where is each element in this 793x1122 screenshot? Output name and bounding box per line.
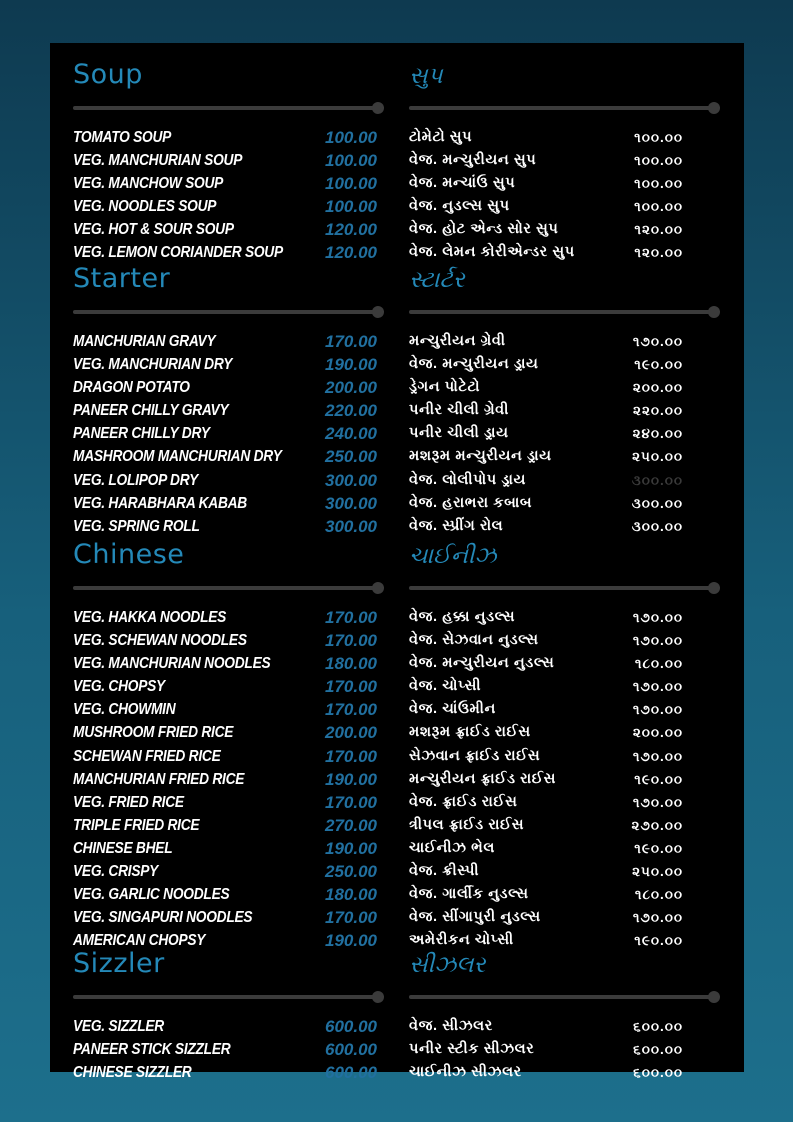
menu-item-row bbox=[73, 906, 385, 929]
item-price: 250.00 bbox=[325, 447, 377, 467]
item-name: વેજ. સીંગાપુરી નુડલ્સ bbox=[409, 909, 541, 926]
item-name: વેજ. સીઝલર bbox=[409, 1018, 493, 1034]
item-price: 600.00 bbox=[325, 1017, 377, 1036]
item-name: વેજ. નુડલ્સ સુપ bbox=[409, 198, 510, 215]
item-price: ૩૦૦.૦૦ bbox=[631, 518, 683, 534]
menu-item-row bbox=[409, 906, 721, 929]
menu-item-row bbox=[73, 1038, 385, 1061]
menu-item-row bbox=[409, 883, 721, 906]
item-price: ૬૦૦.૦૦ bbox=[633, 1042, 683, 1058]
item-name: CHINESE BHEL bbox=[73, 839, 173, 857]
menu-item-row bbox=[73, 860, 385, 883]
menu-item-row bbox=[73, 469, 385, 492]
item-name: ચાઈનીઝ ભેલ bbox=[409, 839, 495, 856]
item-list bbox=[409, 1015, 721, 1084]
item-name: VEG. CHOPSY bbox=[73, 678, 165, 696]
item-price: ૨૦૦.૦૦ bbox=[632, 380, 683, 396]
menu-item-row bbox=[409, 149, 721, 172]
section-title: Soup bbox=[73, 59, 143, 90]
item-price: 600.00 bbox=[325, 1063, 377, 1083]
menu-item-row bbox=[409, 629, 721, 652]
item-name: VEG. SCHEWAN NOODLES bbox=[73, 632, 247, 650]
item-name: TOMATO SOUP bbox=[73, 129, 172, 146]
menu-item-row bbox=[73, 126, 385, 149]
item-price: ૧૭૦.૦૦ bbox=[632, 794, 683, 810]
item-price: 170.00 bbox=[325, 631, 377, 651]
section-title: સ્ટાર્ટર bbox=[409, 266, 465, 292]
section-title: ચાઈનીઝ bbox=[409, 542, 497, 568]
item-price: 300.00 bbox=[325, 493, 377, 513]
menu-item-row bbox=[409, 837, 721, 860]
item-price: 100.00 bbox=[325, 128, 377, 147]
menu-item-row bbox=[73, 745, 385, 768]
menu-item-row bbox=[409, 1061, 721, 1084]
item-price: 190.00 bbox=[325, 931, 377, 951]
menu-item-row bbox=[73, 172, 385, 195]
menu-item-row bbox=[409, 399, 721, 422]
item-price: ૧૭૦.૦૦ bbox=[632, 610, 683, 625]
item-name: વેજ. હક્કા નુડલ્સ bbox=[409, 609, 516, 625]
item-name: VEG. GARLIC NOODLES bbox=[73, 886, 230, 904]
item-price: 100.00 bbox=[325, 197, 377, 217]
menu-item-row bbox=[409, 721, 721, 744]
item-price: ૨૦૦.૦૦ bbox=[632, 725, 683, 741]
menu-item-row bbox=[73, 330, 385, 353]
menu-item-row bbox=[409, 218, 721, 241]
menu-item-row bbox=[409, 126, 721, 149]
menu-item-row bbox=[409, 492, 721, 515]
item-list bbox=[73, 606, 385, 952]
item-price: 100.00 bbox=[325, 151, 377, 171]
menu-item-row bbox=[409, 330, 721, 353]
item-name: મશરૂમ ફ્રાઈડ રાઈસ bbox=[409, 724, 531, 741]
menu-item-row bbox=[73, 721, 385, 744]
item-name: વેજ. મન્ચુરીયન નુડલ્સ bbox=[409, 655, 555, 672]
item-name: પનીર ચીલી ડ્રાય bbox=[409, 425, 509, 442]
item-price: ૧૯૦.૦૦ bbox=[634, 357, 683, 373]
item-list bbox=[73, 1015, 385, 1084]
item-price: 200.00 bbox=[325, 378, 377, 398]
menu-item-row bbox=[73, 149, 385, 172]
item-name: VEG. MANCHURIAN DRY bbox=[73, 356, 233, 374]
item-price: ૧૨૦.૦૦ bbox=[634, 222, 683, 238]
item-name: VEG. SINGAPURI NOODLES bbox=[73, 909, 253, 927]
item-price: ૧૭૦.૦૦ bbox=[632, 633, 683, 649]
menu-item-row bbox=[73, 814, 385, 837]
item-name: TRIPLE FRIED RICE bbox=[73, 816, 200, 834]
item-name: વેજ. મન્ચાંઉ સુપ bbox=[409, 175, 516, 192]
item-price: 250.00 bbox=[325, 862, 377, 882]
item-name: VEG. HARABHARA KABAB bbox=[73, 494, 247, 512]
menu-item-row bbox=[409, 745, 721, 768]
section-divider bbox=[409, 106, 714, 110]
menu-board bbox=[50, 43, 744, 1083]
item-price: ૧૮૦.૦૦ bbox=[634, 656, 683, 672]
item-name: વેજ. ક્રીસ્પી bbox=[409, 863, 480, 880]
item-price: 240.00 bbox=[325, 424, 377, 444]
item-price: 190.00 bbox=[325, 355, 377, 375]
item-price: ૨૭૦.૦૦ bbox=[631, 817, 683, 833]
item-name: અમેરીકન ચોપ્સી bbox=[409, 932, 514, 949]
item-price: ૧૭૦.૦૦ bbox=[632, 702, 683, 718]
menu-item-row bbox=[409, 515, 721, 538]
item-price: ૧૭૦.૦૦ bbox=[632, 910, 683, 926]
menu-item-row bbox=[73, 376, 385, 399]
menu-item-row bbox=[409, 791, 721, 814]
section-title: Starter bbox=[73, 263, 171, 294]
item-name: VEG. HAKKA NOODLES bbox=[73, 609, 227, 626]
item-price: 170.00 bbox=[325, 792, 377, 812]
item-price: ૧૯૦.૦૦ bbox=[634, 771, 683, 787]
menu-item-row bbox=[409, 606, 721, 629]
item-name: VEG. CHOWMIN bbox=[73, 701, 176, 719]
section-title: સીઝલર bbox=[409, 951, 486, 977]
item-price: ૬૦૦.૦૦ bbox=[633, 1019, 683, 1034]
item-price: 170.00 bbox=[325, 700, 377, 720]
item-price: ૧૯૦.૦૦ bbox=[634, 933, 683, 949]
item-name: ચાઈનીઝ સીઝલર bbox=[409, 1064, 522, 1081]
section-divider bbox=[73, 995, 378, 999]
item-name: વેજ. લોલીપોપ ડ્રાય bbox=[409, 471, 526, 488]
item-list bbox=[73, 330, 385, 538]
item-price: ૧૦૦.૦૦ bbox=[634, 153, 683, 169]
item-price: ૧૦૦.૦૦ bbox=[634, 130, 683, 145]
menu-item-row bbox=[409, 698, 721, 721]
menu-item-row bbox=[409, 353, 721, 376]
item-price: ૩૦૦.૦૦ bbox=[631, 495, 683, 511]
item-list bbox=[409, 606, 721, 952]
item-price: 170.00 bbox=[325, 746, 377, 766]
section-title: સુપ bbox=[409, 62, 443, 88]
item-name: વેજ. લેમન કોરીએન્ડર સુપ bbox=[409, 244, 575, 261]
item-name: PANEER CHILLY GRAVY bbox=[73, 402, 229, 420]
menu-item-row bbox=[73, 445, 385, 468]
section-divider bbox=[73, 586, 378, 590]
item-price: ૧૦૦.૦૦ bbox=[634, 176, 683, 192]
item-list bbox=[73, 126, 385, 265]
menu-item-row bbox=[73, 698, 385, 721]
item-name: VEG. SPRING ROLL bbox=[73, 517, 200, 535]
item-name: વેજ. મન્ચુરીયન ડ્રાય bbox=[409, 356, 539, 373]
menu-item-row bbox=[409, 376, 721, 399]
menu-item-row bbox=[73, 791, 385, 814]
item-name: DRAGON POTATO bbox=[73, 379, 190, 397]
menu-item-row bbox=[73, 492, 385, 515]
section-divider bbox=[73, 106, 378, 110]
menu-item-row bbox=[73, 883, 385, 906]
menu-item-row bbox=[73, 399, 385, 422]
item-price: ૧૯૦.૦૦ bbox=[634, 840, 683, 856]
item-name: વેજ. હરાભરા કબાબ bbox=[409, 494, 533, 511]
item-price: 300.00 bbox=[325, 516, 377, 536]
item-name: વેજ. ચાંઉમીન bbox=[409, 701, 496, 718]
item-price: ૧૮૦.૦૦ bbox=[634, 887, 683, 903]
item-price: 220.00 bbox=[325, 401, 377, 421]
item-name: VEG. HOT & SOUR SOUP bbox=[73, 221, 234, 239]
section-title: Sizzler bbox=[73, 948, 165, 979]
item-name: VEG. CRISPY bbox=[73, 863, 159, 881]
menu-item-row bbox=[73, 629, 385, 652]
item-price: 120.00 bbox=[325, 243, 377, 263]
item-name: AMERICAN CHOPSY bbox=[73, 932, 206, 950]
item-name: સેઝવાન ફ્રાઈડ રાઈસ bbox=[409, 747, 541, 764]
item-price: ૨૨૦.૦૦ bbox=[633, 403, 683, 419]
menu-item-row bbox=[409, 814, 721, 837]
item-name: વેજ. સેઝવાન નુડલ્સ bbox=[409, 632, 539, 649]
section-divider bbox=[73, 310, 378, 314]
menu-item-row bbox=[409, 445, 721, 468]
item-price: 190.00 bbox=[325, 838, 377, 858]
menu-item-row bbox=[409, 675, 721, 698]
item-name: MUSHROOM FRIED RICE bbox=[73, 724, 234, 742]
menu-item-row bbox=[73, 837, 385, 860]
item-list bbox=[409, 126, 721, 265]
item-price: 100.00 bbox=[325, 174, 377, 194]
item-name: મન્ચુરીયન ગ્રેવી bbox=[409, 333, 506, 349]
item-price: 120.00 bbox=[325, 220, 377, 240]
menu-item-row bbox=[73, 1061, 385, 1084]
menu-item-row bbox=[409, 422, 721, 445]
section-divider bbox=[409, 995, 714, 999]
item-price: ૨૫૦.૦૦ bbox=[632, 864, 683, 880]
item-price: 300.00 bbox=[325, 470, 377, 490]
item-name: VEG. LEMON CORIANDER SOUP bbox=[73, 244, 283, 262]
item-price: 170.00 bbox=[325, 908, 377, 928]
item-name: VEG. SIZZLER bbox=[73, 1018, 164, 1035]
menu-item-row bbox=[73, 1015, 385, 1038]
item-price: 600.00 bbox=[325, 1040, 377, 1060]
item-name: વેજ. ફ્રાઈડ રાઈસ bbox=[409, 793, 518, 810]
item-price: ૨૪૦.૦૦ bbox=[632, 426, 683, 442]
item-name: વેજ. મન્ચુરીયન સુપ bbox=[409, 152, 537, 169]
menu-item-row bbox=[73, 422, 385, 445]
item-price: ૧૦૦.૦૦ bbox=[634, 199, 683, 215]
item-price: 200.00 bbox=[325, 723, 377, 743]
menu-item-row bbox=[73, 768, 385, 791]
menu-item-row bbox=[409, 172, 721, 195]
item-name: PANEER STICK SIZZLER bbox=[73, 1041, 231, 1059]
item-price: ૨૫૦.૦૦ bbox=[632, 449, 683, 465]
item-name: PANEER CHILLY DRY bbox=[73, 425, 210, 443]
item-price: ૬૦૦.૦૦ bbox=[633, 1065, 683, 1081]
menu-item-row bbox=[73, 675, 385, 698]
item-name: VEG. MANCHURIAN SOUP bbox=[73, 152, 243, 170]
menu-item-row bbox=[73, 218, 385, 241]
section-divider bbox=[409, 310, 714, 314]
menu-item-row bbox=[73, 195, 385, 218]
item-name: વેજ. ચોપ્સી bbox=[409, 678, 482, 695]
item-name: VEG. MANCHOW SOUP bbox=[73, 175, 224, 193]
section-title: Chinese bbox=[73, 539, 185, 570]
item-name: VEG. LOLIPOP DRY bbox=[73, 471, 199, 489]
item-name: MASHROOM MANCHURIAN DRY bbox=[73, 448, 282, 466]
item-name: ડ્રેગન પોટેટો bbox=[409, 379, 481, 396]
menu-item-row bbox=[409, 652, 721, 675]
item-name: મન્ચુરીયન ફ્રાઈડ રાઈસ bbox=[409, 770, 556, 787]
section-divider bbox=[409, 586, 714, 590]
item-name: ત્રીપલ ફ્રાઈડ રાઈસ bbox=[409, 816, 525, 833]
item-price: 190.00 bbox=[325, 769, 377, 789]
menu-item-row bbox=[73, 606, 385, 629]
menu-item-row bbox=[409, 469, 721, 492]
menu-item-row bbox=[409, 1015, 721, 1038]
item-price: 170.00 bbox=[325, 332, 377, 351]
item-name: MANCHURIAN FRIED RICE bbox=[73, 770, 245, 788]
menu-item-row bbox=[409, 195, 721, 218]
item-price: ૧૭૦.૦૦ bbox=[632, 748, 683, 764]
menu-item-row bbox=[73, 652, 385, 675]
menu-item-row bbox=[409, 860, 721, 883]
item-price: ૧૨૦.૦૦ bbox=[634, 245, 683, 261]
menu-item-row bbox=[73, 353, 385, 376]
menu-item-row bbox=[73, 515, 385, 538]
item-name: વેજ. હોટ એન્ડ સોર સુપ bbox=[409, 221, 559, 238]
item-price: 180.00 bbox=[325, 654, 377, 674]
item-price: ૧૭૦.૦૦ bbox=[632, 679, 683, 695]
item-price: 180.00 bbox=[325, 885, 377, 905]
item-price: ૩૦૦.૦૦ bbox=[631, 472, 683, 488]
item-name: પનીર સ્ટીક સીઝલર bbox=[409, 1041, 535, 1058]
item-name: વેજ. ગાર્લીક નુડલ્સ bbox=[409, 886, 529, 903]
menu-item-row bbox=[409, 1038, 721, 1061]
item-name: MANCHURIAN GRAVY bbox=[73, 333, 216, 350]
item-name: SCHEWAN FRIED RICE bbox=[73, 747, 221, 765]
item-price: 170.00 bbox=[325, 677, 377, 697]
menu-item-row bbox=[409, 768, 721, 791]
item-price: 170.00 bbox=[325, 608, 377, 627]
item-name: વેજ. સ્પ્રીંગ રોલ bbox=[409, 517, 504, 534]
item-name: CHINESE SIZZLER bbox=[73, 1064, 192, 1082]
item-price: ૧૭૦.૦૦ bbox=[632, 334, 683, 349]
item-price: 270.00 bbox=[325, 815, 377, 835]
item-name: ટોમેટો સુપ bbox=[409, 129, 473, 145]
item-name: VEG. MANCHURIAN NOODLES bbox=[73, 655, 271, 673]
item-name: VEG. FRIED RICE bbox=[73, 793, 184, 811]
item-name: પનીર ચીલી ગ્રેવી bbox=[409, 402, 509, 419]
item-name: મશરૂમ મન્ચુરીયન ડ્રાય bbox=[409, 448, 552, 465]
item-name: VEG. NOODLES SOUP bbox=[73, 198, 217, 216]
item-list bbox=[409, 330, 721, 538]
